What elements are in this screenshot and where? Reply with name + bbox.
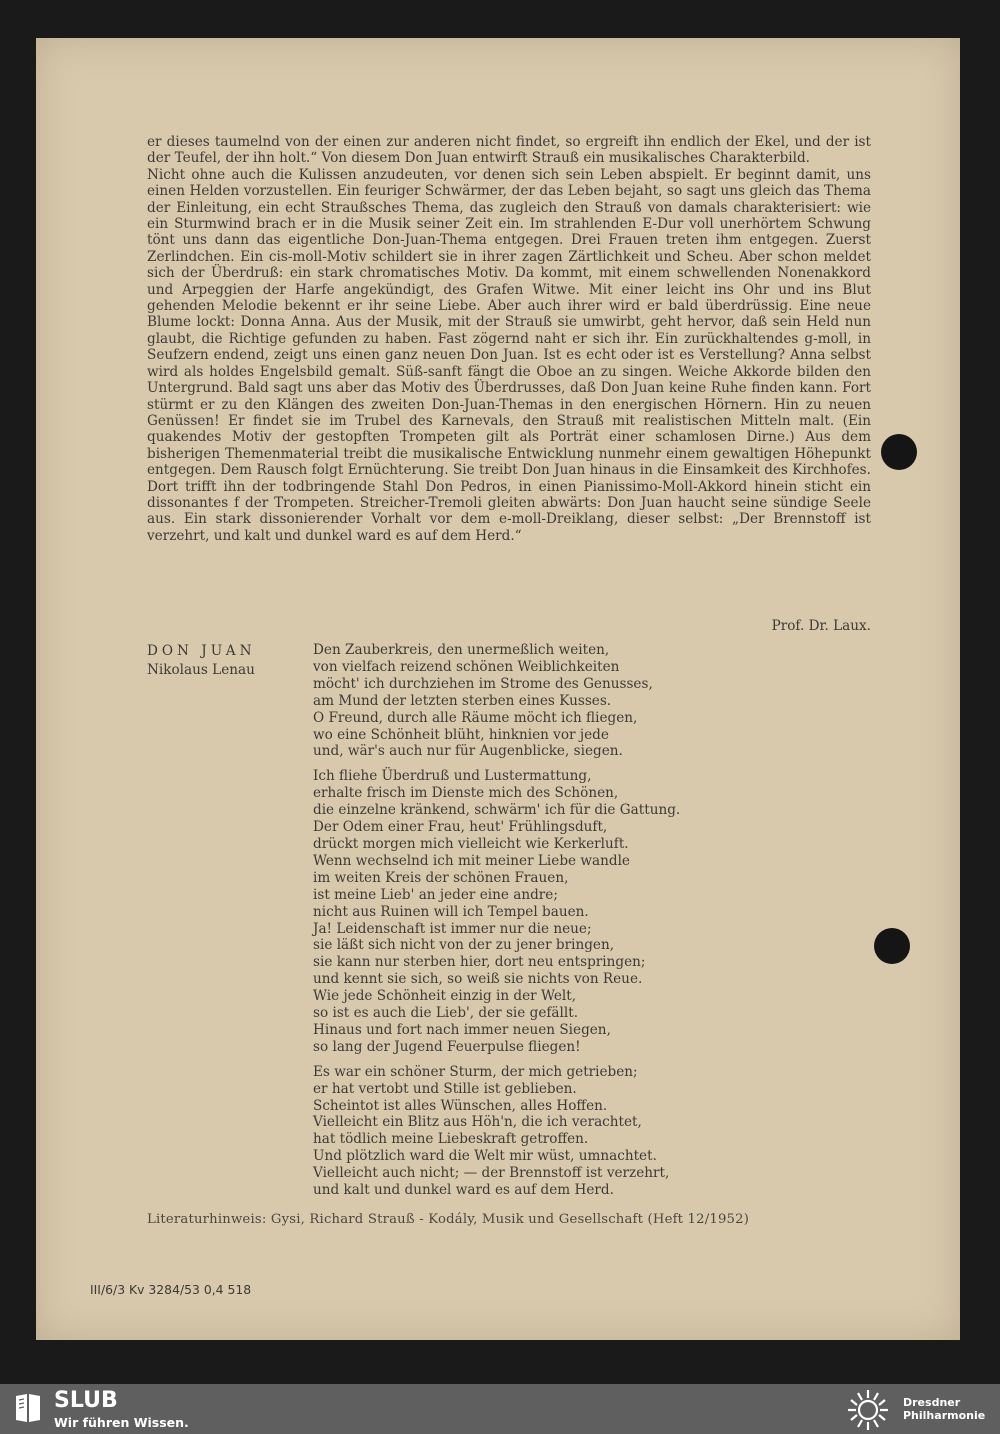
poem-stanza <box>313 642 680 760</box>
poem-line: er hat vertobt und Stille ist geblieben. <box>313 1080 577 1097</box>
poem-line: Es war ein schöner Sturm, der mich getrieben; <box>313 1063 638 1080</box>
poem-line: hat tödlich meine Liebeskraft getroffen. <box>313 1131 589 1148</box>
poem-line: Wenn wechselnd ich mit meiner Liebe wandle <box>313 852 630 869</box>
poem-heading <box>147 642 255 680</box>
poem-line: Wie jede Schönheit einzig in der Welt, <box>313 988 577 1005</box>
poem-line: und kennt sie sich, so weiß sie nichts von Reue. <box>313 971 643 988</box>
poem-line: erhalte frisch im Dienste mich des Schönen, <box>313 785 619 802</box>
poem-line: Der Odem einer Frau, heut' Frühlingsduft, <box>313 819 608 836</box>
punch-hole <box>874 928 910 964</box>
poem-line: so lang der Jugend Feuerpulse fliegen! <box>313 1038 581 1055</box>
poem-line: von vielfach reizend schönen Weiblichkeiten <box>313 658 620 675</box>
poem-stanza <box>313 1064 680 1199</box>
poem-line: Vielleicht ein Blitz aus Höh'n, die ich verachtet, <box>313 1114 642 1131</box>
poem-author: Nikolaus Lenau <box>147 662 255 678</box>
poem-line: im weiten Kreis der schönen Frauen, <box>313 869 569 886</box>
poem-line: ist meine Lieb' an jeder eine andre; <box>313 886 558 903</box>
poem-line: Hinaus und fort nach immer neuen Siegen, <box>313 1021 611 1038</box>
poem-line: O Freund, durch alle Räume möcht ich fliegen, <box>313 709 638 726</box>
punch-hole <box>881 434 917 470</box>
poem-stanza <box>313 768 680 1055</box>
poem-line: Und plötzlich ward die Welt mir wüst, umnachtet. <box>313 1148 657 1165</box>
poem-line: Den Zauberkreis, den unermeßlich weiten, <box>313 642 610 658</box>
poem-body <box>313 642 680 1207</box>
poem-line: so ist es auch die Lieb', der sie gefällt. <box>313 1005 579 1022</box>
footer-bar <box>0 1384 1000 1434</box>
philharmonie-line-1: Dresdner <box>903 1396 961 1409</box>
print-code: III/6/3 Kv 3284/53 0,4 518 <box>90 1282 252 1297</box>
poem-line: Vielleicht auch nicht; — der Brennstoff ist verzehrt, <box>313 1165 670 1182</box>
poem-line: wo eine Schönheit blüht, hinknien vor jede <box>313 726 609 743</box>
poem-line: sie läßt sich nicht von der zu jener bringen, <box>313 937 615 954</box>
poem-line: und, wär's auch nur für Augenblicke, siegen. <box>313 743 623 760</box>
poem-line: Ich fliehe Überdruß und Lustermattung, <box>313 768 592 785</box>
essay-paragraph: Nicht ohne auch die Kulissen anzudeuten, vor denen sich sein Leben abspielt. Er beginnt damit, uns einen Helden vorzustellen. Ein feuriger Schwärmer, der das Leben bejaht, so sagt uns gleich das Thema der Einleitung, ein echt Straußsches Thema, das zugleich den Strauß von damals charakterisiert: wie ein Sturmwind brach er in die Musik seiner Zeit ein. Im strahlenden E-Dur voll unerhörtem Schwung tönt uns dann das eigentliche Don-Juan-Thema entgegen. Drei Frauen treten ihm entgegen. Zuerst Zerlindchen. Ein cis-moll-Motiv schildert sie in ihrer zagen Zärtlichkeit und Scheu. Aber schon meldet sich der Überdruß: ein stark chromatisches Motiv. Da kommt, mit einem schwellenden Nonenakkord und Arpeggien der Harfe angekündigt, des Grafen Witwe. Mit einer leicht ins Ohr und ins Blut gehenden Melodie bekennt er ihr seine Liebe. Aber auch ihrer wird er bald überdrüssig. Eine neue Blume lockt: Donna Anna. Aus der Musik, mit der Strauß sie umwirbt, geht hervor, daß sein Held nun glaubt, die Richtige gefunden zu haben. Fast zögernd naht er sich ihr. Ein zurückhaltendes g-moll, in Seufzern endend, zeigt uns einen ganz neuen Don Juan. Ist es echt oder ist es Verstellung? Anna selbst wird als holdes Engelsbild gemalt. Süß-sanft fängt die Oboe an zu singen. Weiche Akkorde bilden den Untergrund. Bald sagt uns aber das Motiv des Überdrusses, daß Don Juan keine Ruhe finden kann. Fort stürmt er zu den Klängen des zweiten Don-Juan-Themas in den energischen Hörnern. Hin zu neuen Genüssen! Er findet sie im Trubel des Karnevals, den Strauß mit realistischen Mitteln malt. (Ein quakendes Motiv der gestopften Trompeten gilt als Porträt einer schamlosen Dirne.) Aus dem bisherigen Themenmaterial treibt die musikalische Entwicklung nunmehr einem gewaltigen Höhepunkt entgegen. Dem Rausch folgt Ernüchterung. Sie treibt Don Juan hinaus in die Einsamkeit des Kirchhofes. Dort trifft ihn der todbringende Stahl Don Pedros, in einen Pianissimo-Moll-Akkord hinein sticht ein dissonantes f der Trompeten. Streicher-Tremoli gleiten abwärts: Don Juan haucht seine sündige Seele aus. Ein stark dissonierender Vorhalt vor dem e-moll-Dreiklang, dieser selbst: „Der Brennstoff ist verzehrt, und kalt und dunkel ward es auf dem Herd.“ <box>147 166 871 544</box>
poem-line: am Mund der letzten sterben eines Kusses. <box>313 692 612 709</box>
poem-title: DON JUAN <box>147 643 256 659</box>
literature-reference: Literaturhinweis: Gysi, Richard Strauß - Kodály, Musik und Gesellschaft (Heft 12/1952) <box>147 1212 750 1227</box>
author-signature: Prof. Dr. Laux. <box>771 618 871 634</box>
document-page <box>36 38 960 1340</box>
essay-paragraph: er dieses taumelnd von der einen zur anderen nicht findet, so ergreift ihn endlich der Ekel, und der ist der Teufel, der ihn holt.“ Von diesem Don Juan entwirft Strauß ein musikalisches Charakterbild. <box>147 134 871 167</box>
book-icon <box>14 1392 42 1424</box>
slub-logo-text[interactable]: SLUB <box>54 1388 118 1413</box>
essay-text <box>147 134 871 544</box>
philharmonie-logo-icon <box>840 1384 896 1434</box>
poem-line: Ja! Leidenschaft ist immer nur die neue; <box>313 920 592 937</box>
slub-tagline: Wir führen Wissen. <box>54 1415 189 1430</box>
philharmonie-logo-text[interactable] <box>903 1396 985 1422</box>
poem-line: drückt morgen mich vielleicht wie Kerkerluft. <box>313 835 629 852</box>
poem-line: die einzelne kränkend, schwärm' ich für die Gattung. <box>313 802 681 819</box>
poem-line: sie kann nur sterben hier, dort neu entspringen; <box>313 954 646 971</box>
philharmonie-line-2: Philharmonie <box>903 1409 986 1422</box>
poem-line: und kalt und dunkel ward es auf dem Herd. <box>313 1182 614 1199</box>
poem-line: möcht' ich durchziehen im Strome des Genusses, <box>313 675 653 692</box>
poem-line: nicht aus Ruinen will ich Tempel bauen. <box>313 903 589 920</box>
poem-line: Scheintot ist alles Wünschen, alles Hoffen. <box>313 1097 608 1114</box>
